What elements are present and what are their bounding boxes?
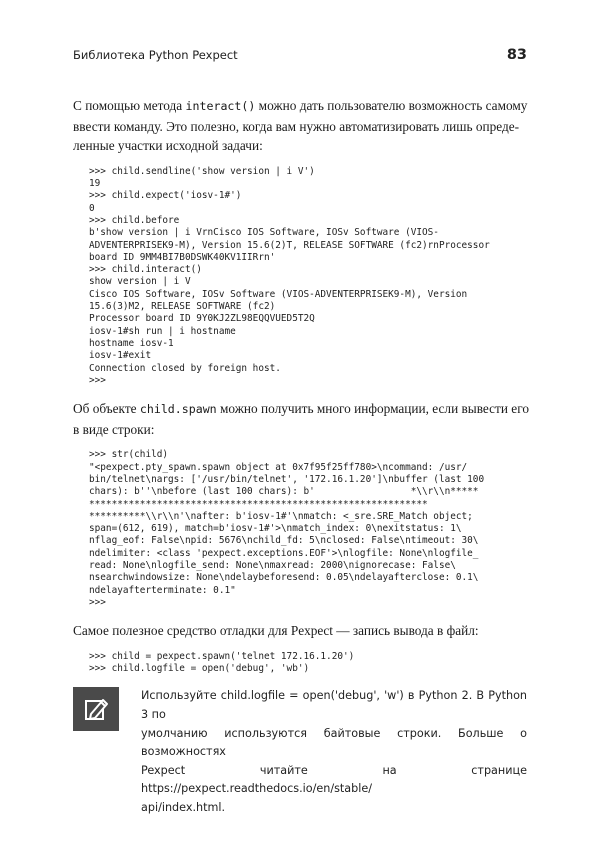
pencil-note-icon [73,687,119,731]
page-number: 83 [506,47,527,63]
book-title: Библиотека Python Pexpect [73,48,238,62]
code-block-interact: >>> child.sendline('show version | i V') 19 >>> child.expect('iosv-1#') 0 >>> child.before b'show version | i VrnCisco IOS Software, IOSv Software (VIOS- ADVENTERPRISEK9-M), Version 15.6(2)T, RELEASE SOFTWARE (fc2)rnProcessor board ID 9MM4BI7B0DSWK40KV1IIRrn' >>> child.interact() show version | i V Cisco IOS Software, IOSv Software (VIOS-ADVENTERPRISEK9-M), Version 15.6(3)M2, RELEASE SOFTWARE (fc2) Processor board ID 9Y0KJ2ZL98EQQVUED5T2Q iosv-1#sh run | i hostname hostname iosv-1 iosv-1#exit Connection closed by foreign host. >>> [89,165,490,386]
paragraph-text: можно дать пользователю возможность самому ввести команду. Это полезно, когда вам нужно автоматизировать лишь опреде- ленные участки исходной задачи: [73,98,528,154]
paragraph-text: С помощью метода [73,98,186,113]
inline-code: child.spawn [139,402,217,417]
paragraph-logfile: Самое полезное средство отладки для Pexpect — запись вывода в файл: [73,623,479,639]
paragraph-interact [73,96,531,156]
page-header [73,47,527,63]
paragraph-spawn [73,399,531,439]
code-block-str-child: >>> str(child) "<pexpect.pty_spawn.spawn object at 0x7f95f25ff780>\ncommand: /usr/ bin/telnet\nargs: ['/usr/bin/telnet', '172.16.1.20']\nbuffer (last 100 chars): b''\nbefore (last 100 chars): b' *\\r\\n***** ************************************************************ **********\\r\\n'\nafter: b'iosv-1#'\nmatch: <_sre.SRE_Match object; span=(612, 619), match=b'iosv-1#'>\nmatch_index: 0\nexitstatus: 1\ nflag_eof: False\npid: 5676\nchild_fd: 5\nclosed: False\ntimeout: 30\ ndelimiter: <class 'pexpect.exceptions.EOF'>\nlogfile: None\nlogfile_ read: None\nlogfile_send: None\nmaxread: 2000\nignorecase: False\ nsearchwindowsize: None\ndelaybeforesend: 0.05\ndelayafterclose: 0.1\ ndelayafterterminate: 0.1" >>> [89,449,485,608]
paragraph-text: Об объекте [73,401,140,417]
paragraph-text: можно получить много информации, если вывести его в виде строки: [73,401,529,437]
tip-note [73,687,531,817]
code-block-logfile: >>> child = pexpect.spawn('telnet 172.16.1.20') >>> child.logfile = open('debug', 'wb') [89,650,355,675]
page-body [73,96,531,818]
tip-note-text: Используйте child.logfile = open('debug', 'w') в Python 2. В Python 3 по умолчанию используются байтовые строки. Больше о возможностях Pexpect читайте на странице https://pexpect.readthedocs.io/en/stable/ api/index.html. [141,689,527,814]
inline-code: interact() [185,99,256,113]
